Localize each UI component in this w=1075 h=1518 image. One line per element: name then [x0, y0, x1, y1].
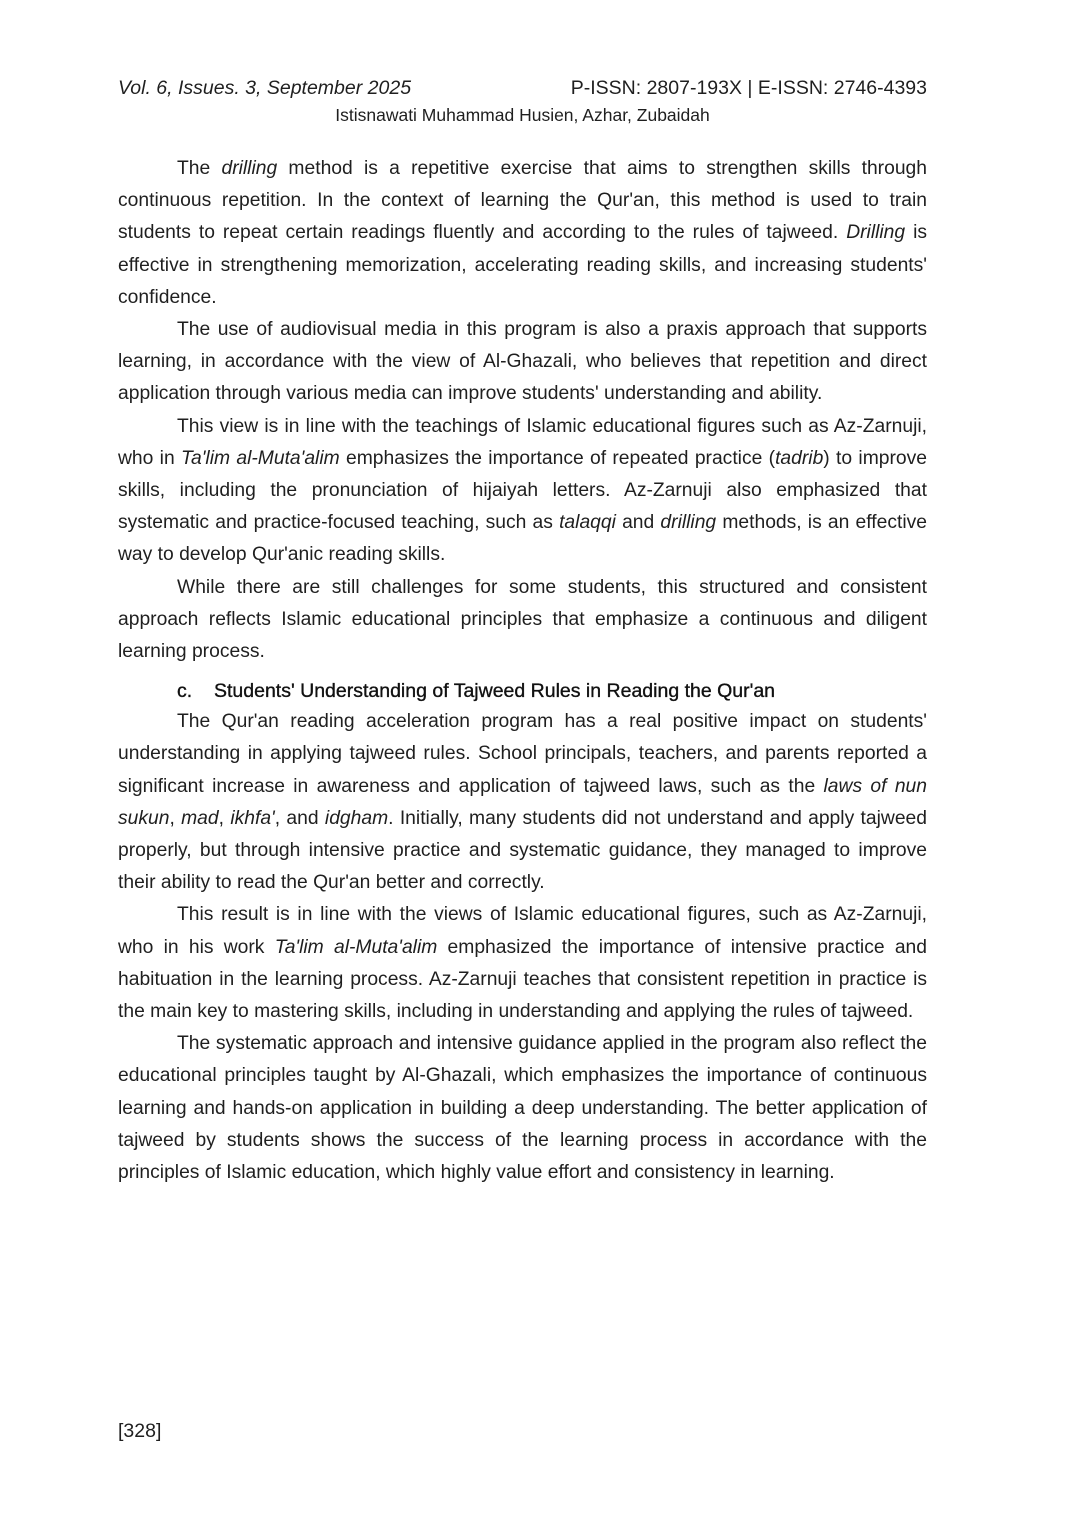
italic-term: drilling — [660, 512, 717, 534]
section-heading — [118, 676, 927, 706]
text-run: ) to improve skills, including the pronunciation of hijaiyah letters. Az-Zarnuji also emphasized that systematic and practice-focused teaching, such as — [118, 447, 927, 534]
paragraph-az-zarnuji-view — [118, 411, 927, 572]
paragraph-systematic-approach: The systematic approach and intensive guidance applied in the program also reflect the educational principles taught by Al-Ghazali, which emphasizes the importance of continuous learning and hands-on application in building a deep understanding. The better application of tajweed by students shows the success of the learning process in accordance with the principles of Islamic education, which highly value effort and consistency in learning. — [118, 1033, 927, 1184]
article-body — [118, 153, 927, 1189]
paragraph-acceleration-program — [118, 706, 927, 899]
text-run: , and — [274, 807, 325, 829]
paragraph-drilling-method — [118, 153, 927, 314]
italic-term: drilling — [221, 158, 278, 179]
issn-info: P-ISSN: 2807-193X | E-ISSN: 2746-4393 — [570, 77, 927, 99]
paragraph-challenges: While there are still challenges for some students, this structured and consistent approach reflects Islamic educational principles that emphasize a continuous and diligent learning process. — [118, 576, 927, 663]
italic-term: Ta'lim al-Muta'alim — [181, 447, 340, 469]
italic-term: Ta'lim al-Muta'alim — [274, 936, 438, 958]
italic-term: mad — [181, 807, 219, 829]
text-run: This view is in line with the teachings of Islamic educational figures such as Az-Zarnuji, who in — [118, 415, 927, 469]
italic-term: talaqqi — [559, 512, 616, 534]
text-run: . Initially, many students did not understand and apply tajweed properly, but through intensive practice and systematic guidance, they managed to improve their ability to read the Qur'an better and correctly. — [118, 807, 927, 894]
paragraph-audiovisual-media: The use of audiovisual media in this program is also a praxis approach that supports learning, in accordance with the view of Al-Ghazali, who believes that repetition and direct application through various media can improve students' understanding and ability. — [118, 319, 927, 405]
text-run: emphasizes the importance of repeated practice ( — [339, 447, 776, 469]
section-letter: c. — [177, 680, 193, 703]
text-run: is effective in strengthening memorization, accelerating reading skills, and increasing students' confidence. — [118, 222, 927, 308]
italic-term: laws of nun sukun — [118, 775, 927, 829]
italic-term: tadrib — [775, 447, 824, 469]
italic-term: idgham — [324, 807, 389, 829]
volume-info: Vol. 6, Issues. 3, September 2025 — [118, 77, 412, 99]
italic-term: ikhfa' — [230, 807, 275, 829]
text-run: The Qur'an reading acceleration program has a real positive impact on students' understanding in applying tajweed rules. School principals, teachers, and parents reported a significant increase in awareness and application of tajweed laws, such as the — [118, 711, 927, 797]
text-run: method is a repetitive exercise that aims to strengthen skills through continuous repetition. In the context of learning the Qur'an, this method is used to train students to repeat certain readings fluently and according to the rules of tajweed. — [118, 158, 927, 244]
text-run: The — [177, 158, 222, 179]
section-title: Students' Understanding of Tajweed Rules in Reading the Qur'an — [214, 680, 776, 703]
author-names: Istisnawati Muhammad Husien, Azhar, Zubaidah — [335, 105, 710, 125]
paragraph-result-in-line — [118, 899, 927, 1028]
page-header — [118, 74, 927, 128]
text-run: This result is in line with the views of Islamic educational figures, such as Az-Zarnuji, who in his work — [118, 904, 927, 958]
text-run: and — [615, 512, 661, 534]
text-run: , — [169, 807, 182, 829]
text-run: , — [218, 807, 231, 829]
italic-term: Drilling — [846, 222, 906, 244]
page-number: [328] — [118, 1420, 162, 1442]
header-top-line — [118, 74, 927, 102]
text-run: methods, is an effective way to develop Qur'anic reading skills. — [118, 512, 927, 566]
text-run: emphasized the importance of intensive practice and habituation in the learning process. Az-Zarnuji teaches that consistent repetition in practice is the main key to mastering skills, including in understanding and applying the rules of tajweed. — [118, 936, 927, 1023]
journal-page — [118, 0, 927, 1518]
